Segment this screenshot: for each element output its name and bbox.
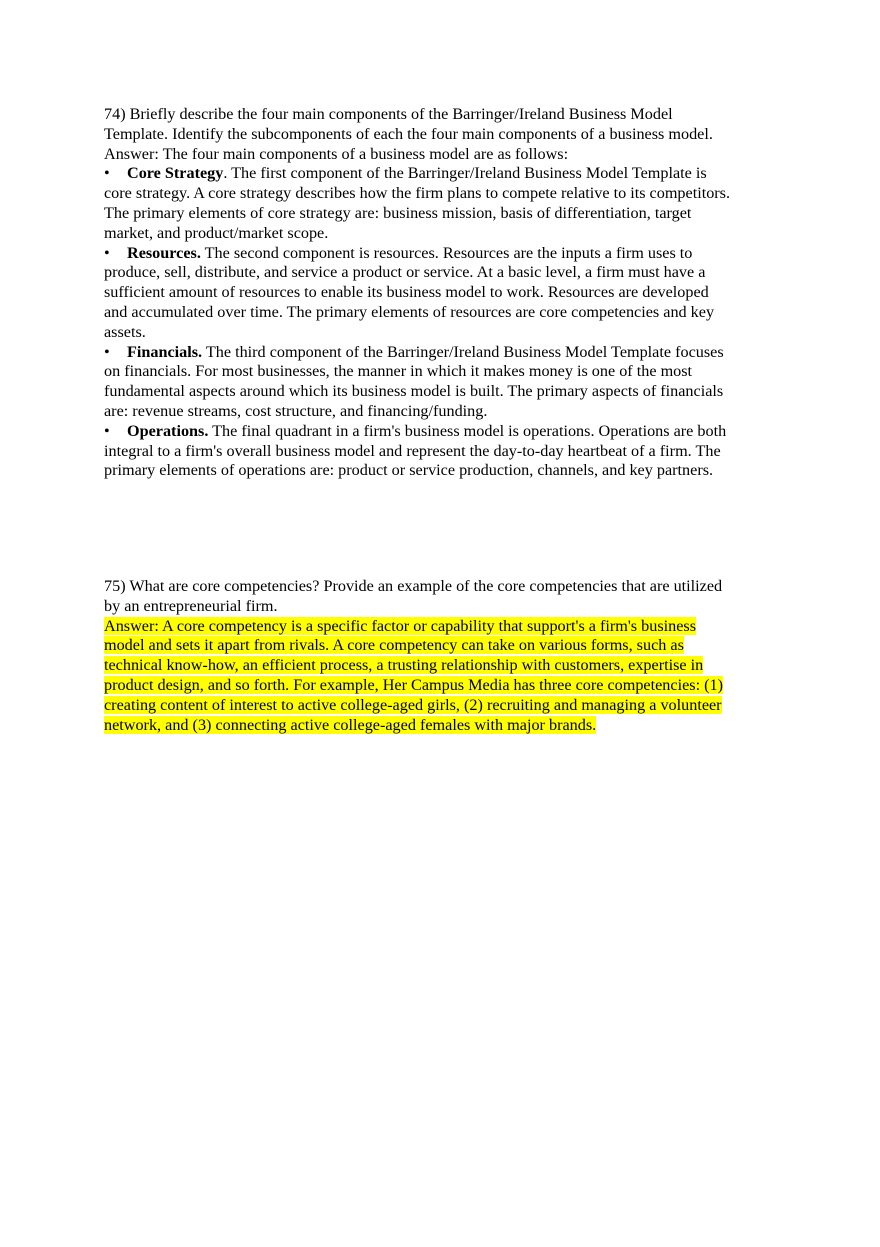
core-strategy-line: core strategy. A core strategy describes how the firm plans to compete relative to its competitors.	[104, 184, 731, 203]
answer-75-line	[104, 676, 794, 696]
operations-first-line: The final quadrant in a firm's business model is operations. Operations are both	[208, 421, 727, 440]
highlighted-answer-text: network, and (3) connecting active college-aged females with major brands.	[104, 715, 597, 734]
answer-75-line	[104, 656, 794, 676]
answer-75-line	[104, 617, 794, 637]
answer-75-line	[104, 636, 794, 656]
bullet-mark: •	[104, 164, 110, 183]
question-74-text-line-1: 74) Briefly describe the four main components of the Barringer/Ireland Business Model	[104, 105, 673, 123]
highlighted-answer-text: Answer: A core competency is a specific factor or capability that support's a firm's business	[104, 616, 697, 635]
resources-title: Resources.	[127, 243, 201, 262]
highlighted-answer-text: creating content of interest to active college-aged girls, (2) recruiting and managing a volunteer	[104, 695, 722, 714]
bullet-operations	[104, 422, 794, 442]
financials-line: on financials. For most businesses, the manner in which it makes money is one of the most	[104, 362, 693, 381]
operations-title: Operations.	[127, 421, 209, 440]
financials-title: Financials.	[127, 342, 203, 361]
operations-line: primary elements of operations are: product or service production, channels, and key partners.	[104, 461, 714, 480]
question-75-text-line-2: by an entrepreneurial firm.	[104, 596, 278, 615]
resources-line: sufficient amount of resources to enable its business model to work. Resources are developed	[104, 283, 709, 302]
operations-line: integral to a firm's overall business model and represent the day-to-day heartbeat of a firm. The	[104, 441, 721, 460]
core-strategy-line: The primary elements of core strategy are: business mission, basis of differentiation, target	[104, 203, 692, 222]
answer-74-intro: Answer: The four main components of a business model are as follows:	[104, 144, 569, 163]
question-75-text-line-1: 75) What are core competencies? Provide an example of the core competencies that are utilized	[104, 577, 723, 595]
resources-line: produce, sell, distribute, and service a product or service. At a basic level, a firm must have a	[104, 263, 706, 282]
bullet-core-strategy	[104, 164, 794, 184]
bullet-financials	[104, 343, 794, 363]
resources-line: and accumulated over time. The primary elements of resources are core competencies and key	[104, 302, 715, 321]
bullet-mark: •	[104, 342, 110, 361]
core-strategy-first-line: . The first component of the Barringer/Ireland Business Model Template is	[223, 164, 707, 183]
highlighted-answer-text: model and sets it apart from rivals. A core competency can take on various forms, such as	[104, 636, 684, 655]
financials-line: are: revenue streams, cost structure, and financing/funding.	[104, 401, 488, 420]
bullet-resources	[104, 244, 794, 264]
answer-75-line	[104, 696, 794, 716]
answer-75-line	[104, 716, 794, 736]
question-74-text-line-2: Template. Identify the subcomponents of each the four main components of a business model.	[104, 124, 713, 143]
question-74-block	[104, 105, 794, 481]
question-75-block	[104, 577, 794, 735]
financials-line: fundamental aspects around which its business model is built. The primary aspects of financials	[104, 382, 724, 401]
core-strategy-line: market, and product/market scope.	[104, 223, 329, 242]
financials-first-line: The third component of the Barringer/Ireland Business Model Template focuses	[202, 342, 724, 361]
resources-first-line: The second component is resources. Resources are the inputs a firm uses to	[200, 243, 693, 262]
resources-line: assets.	[104, 322, 146, 341]
highlighted-answer-text: product design, and so forth. For example, Her Campus Media has three core competencies: (1)	[104, 675, 723, 694]
bullet-mark: •	[104, 243, 110, 262]
highlighted-answer-text: technical know-how, an efficient process, a trusting relationship with customers, expertise in	[104, 656, 704, 675]
bullet-mark: •	[104, 421, 110, 440]
core-strategy-title: Core Strategy	[127, 164, 224, 183]
